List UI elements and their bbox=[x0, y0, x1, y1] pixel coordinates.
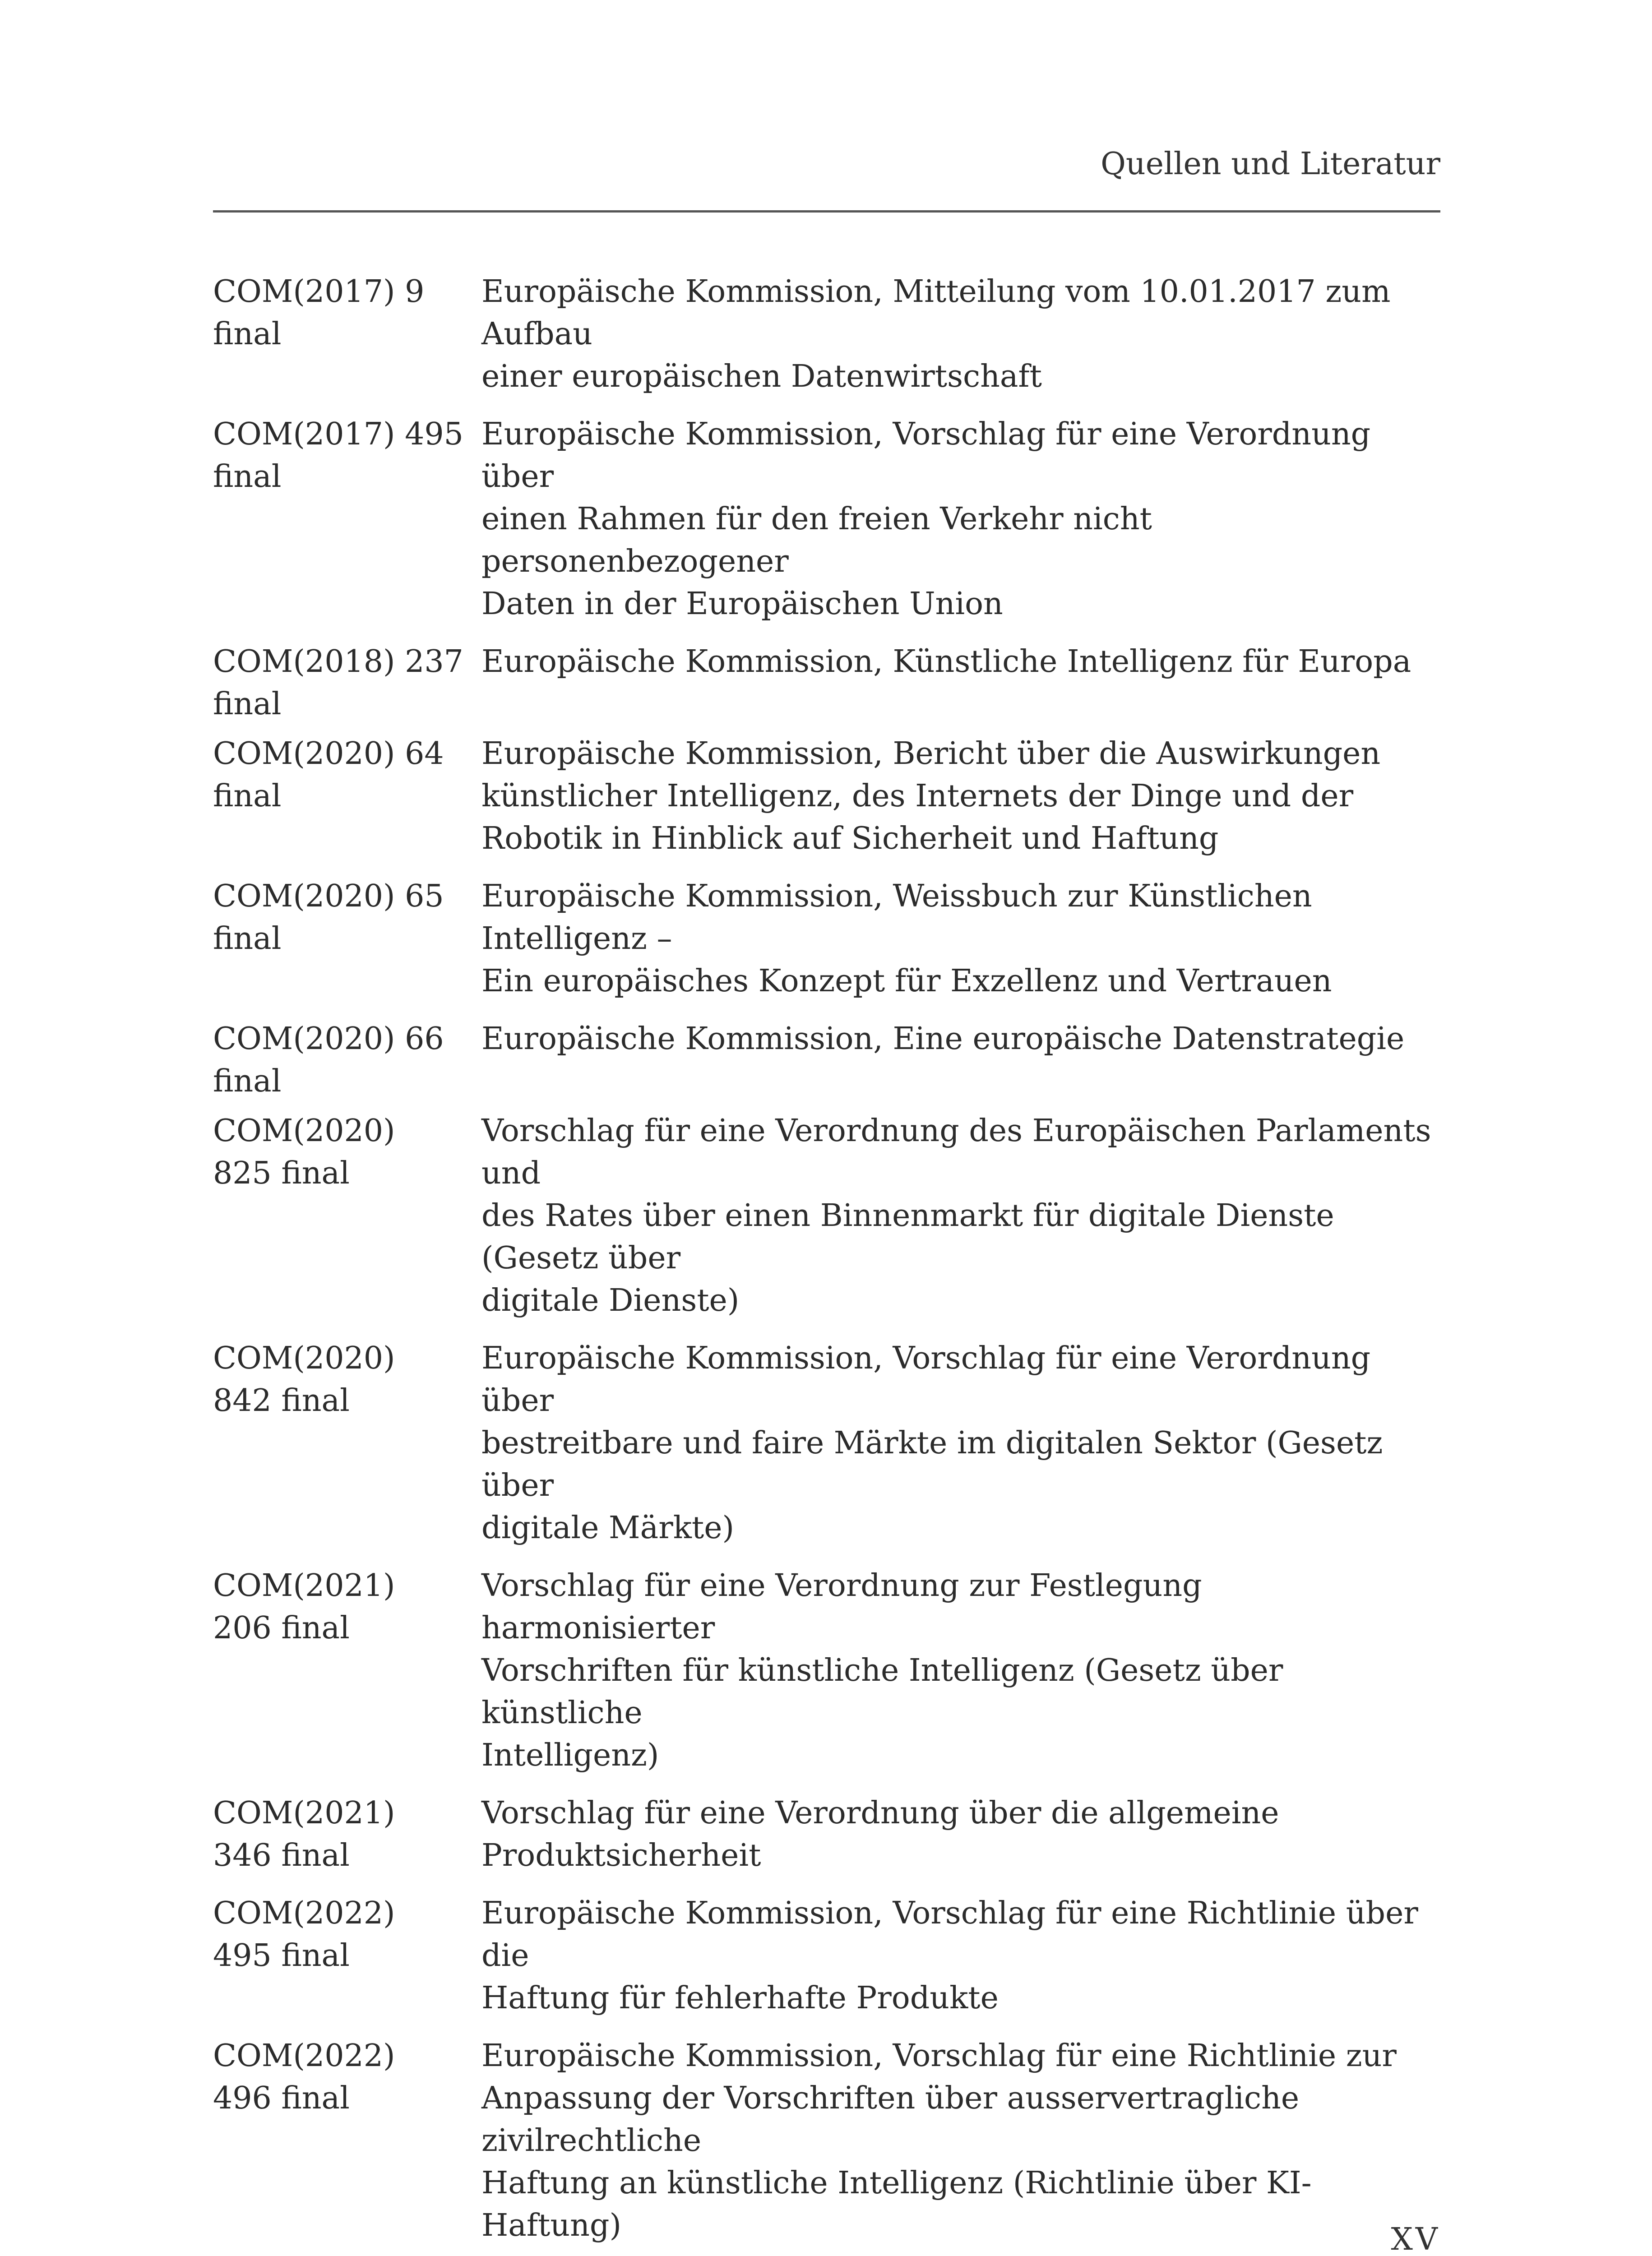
entry-abbreviation: COM(2020) 825 final bbox=[213, 1113, 395, 1191]
entry-description: Europäische Kommission, Weissbuch zur Künstlichen Intelligenz – Ein europäisches Konzept für Exzellenz und Vertrauen bbox=[481, 878, 1332, 999]
list-item bbox=[213, 1892, 1440, 2020]
entry-description: Europäische Kommission, Vorschlag für eine Verordnung über bestreitbare und faire Märkte im digitalen Sektor (Gesetz über digitale Märkte) bbox=[481, 1341, 1383, 1546]
abbreviation-list bbox=[213, 271, 1440, 2256]
list-item bbox=[213, 875, 1440, 1003]
entry-abbreviation: COM(2017) 9 final bbox=[213, 274, 425, 352]
entry-description: Vorschlag für eine Verordnung über die allgemeine Produktsicherheit bbox=[481, 1795, 1279, 1873]
header-rule bbox=[213, 210, 1440, 213]
running-title: Quellen und Literatur bbox=[1101, 146, 1440, 182]
entry-abbreviation: COM(2022) 495 final bbox=[213, 1895, 395, 1974]
entry-abbreviation: COM(2017) 495 final bbox=[213, 416, 463, 495]
entry-abbreviation: COM(2020) 66 final bbox=[213, 1021, 444, 1099]
entry-description: Europäische Kommission, Vorschlag für eine Richtlinie über die Haftung für fehlerhafte Produkte bbox=[481, 1895, 1418, 2016]
entry-description: Europäische Kommission, Eine europäische Datenstrategie bbox=[481, 1021, 1405, 1057]
list-item bbox=[213, 1337, 1440, 1549]
entry-abbreviation: COM(2022) 496 final bbox=[213, 2038, 395, 2116]
list-item bbox=[213, 1110, 1440, 1322]
entry-abbreviation: COM(2021) 206 final bbox=[213, 1568, 395, 1646]
entry-abbreviation: COM(2018) 237 final bbox=[213, 644, 463, 722]
list-item bbox=[213, 1565, 1440, 1777]
list-item bbox=[213, 1018, 1440, 1103]
list-item bbox=[213, 733, 1440, 860]
entry-description: Europäische Kommission, Mitteilung vom 10.01.2017 zum Aufbau einer europäischen Datenwirtschaft bbox=[481, 274, 1391, 394]
list-item bbox=[213, 413, 1440, 625]
entry-description: Vorschlag für eine Verordnung des Europäischen Parlaments und des Rates über einen Binnenmarkt für digitale Dienste (Gesetz über digitale Dienste) bbox=[481, 1113, 1431, 1318]
page-number: XV bbox=[1391, 2222, 1440, 2256]
entry-description: Europäische Kommission, Bericht über die Auswirkungen künstlicher Intelligenz, des Internets der Dinge und der Robotik in Hinblick auf Sicherheit und Haftung bbox=[481, 736, 1381, 856]
list-item bbox=[213, 1792, 1440, 1877]
entry-abbreviation: COM(2021) 346 final bbox=[213, 1795, 395, 1873]
list-item bbox=[213, 2035, 1440, 2247]
entry-description: Europäische Kommission, Vorschlag für eine Richtlinie zur Anpassung der Vorschriften über ausservertragliche zivilrechtliche Haftung an künstliche Intelligenz (Richtlinie über KI-Haftung) bbox=[481, 2038, 1397, 2243]
entry-description: Europäische Kommission, Künstliche Intelligenz für Europa bbox=[481, 644, 1411, 680]
entry-abbreviation: COM(2020) 842 final bbox=[213, 1341, 395, 1419]
entry-abbreviation: COM(2020) 65 final bbox=[213, 878, 444, 957]
list-item bbox=[213, 271, 1440, 398]
list-item bbox=[213, 641, 1440, 726]
entry-abbreviation: COM(2020) 64 final bbox=[213, 736, 444, 814]
entry-description: Vorschlag für eine Verordnung zur Festlegung harmonisierter Vorschriften für künstliche Intelligenz (Gesetz über künstliche Intelligenz) bbox=[481, 1568, 1283, 1773]
entry-description: Europäische Kommission, Vorschlag für eine Verordnung über einen Rahmen für den freien Verkehr nicht personenbezogener Daten in der Europäischen Union bbox=[481, 416, 1371, 622]
